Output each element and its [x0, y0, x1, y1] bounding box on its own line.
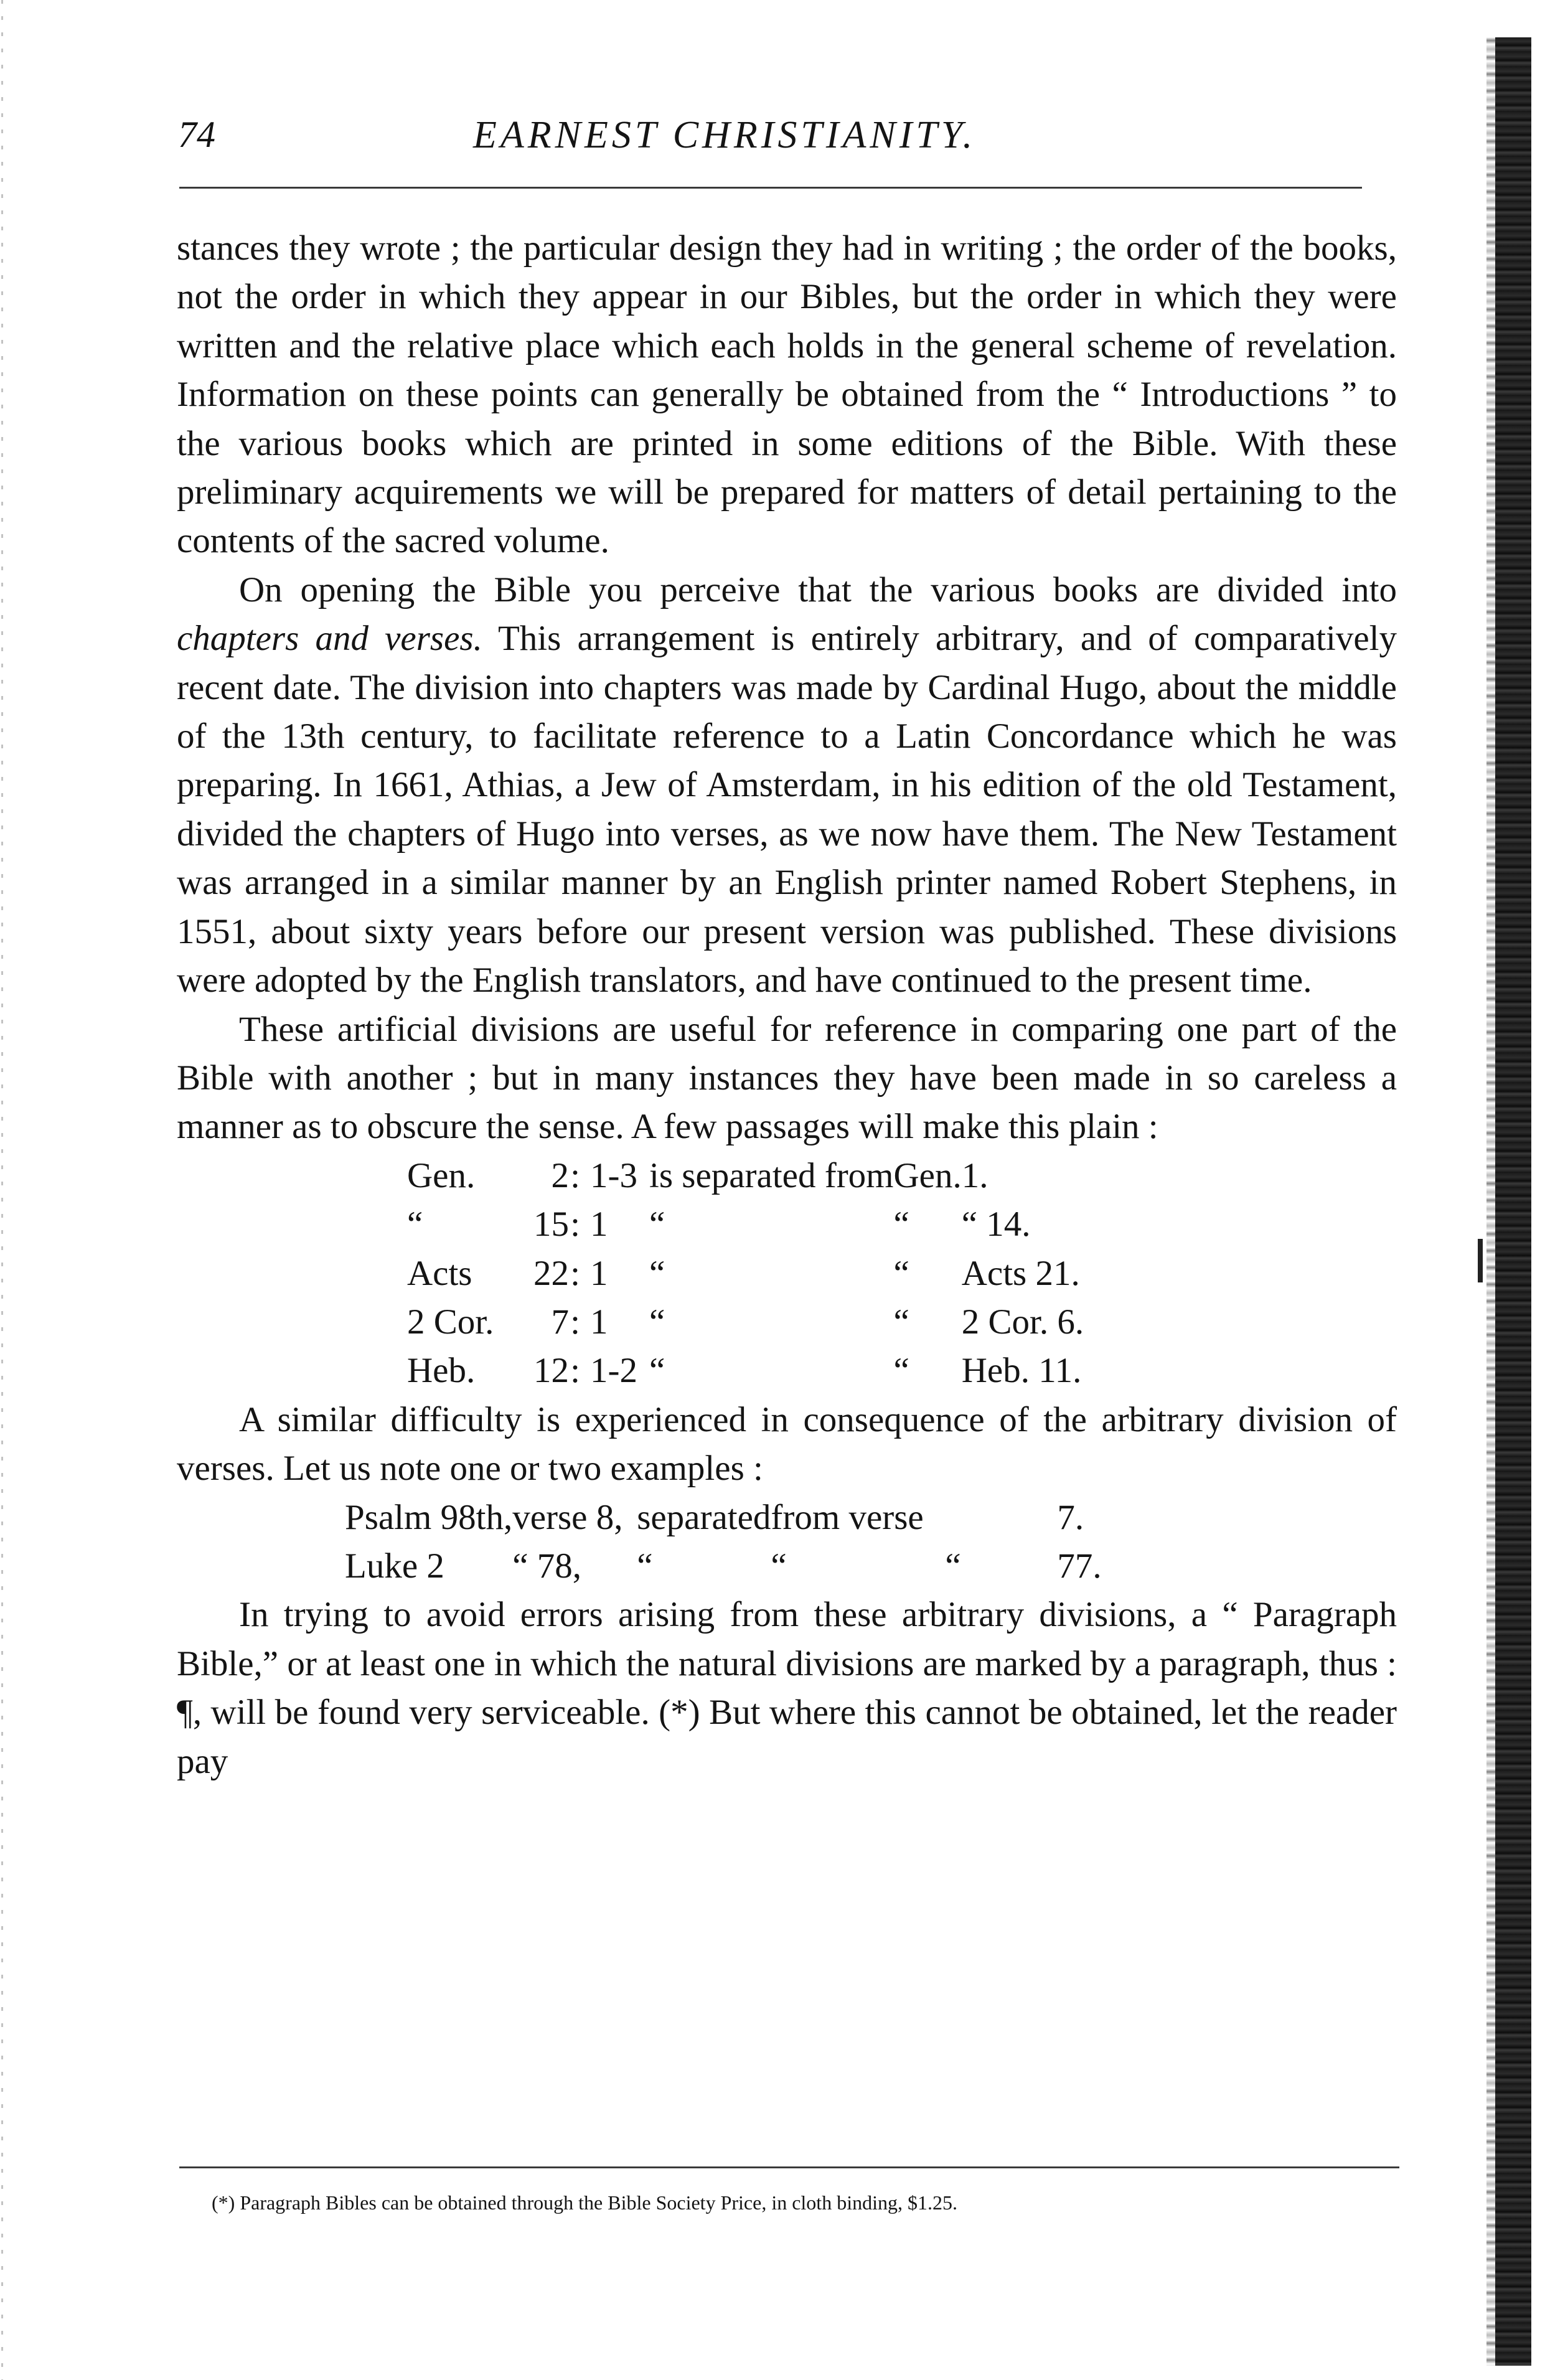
- chapter-example-row-relation: “: [649, 1205, 665, 1244]
- chapter-example-row-chapter: 7: [551, 1302, 569, 1342]
- paragraph-2-end: This arrangement is entirely arbitrary, and of comparatively recent date. The division into chapters was made by Cardinal Hugo, about the middle of the 13th century, to facilitate reference to a Latin Concordance which he was preparing. In 1661, Athias, a Jew of Amsterdam, in his edition of the old Testament, divided the chapters of Hugo into verses, as we now have them. The New Testament was arranged in a similar manner by an English printer named Robert Stephens, in 1551, about sixty years before our present version was published. These divisions were adopted by the English translators, and have continued to the present time.: [177, 619, 1397, 1000]
- chapter-example-row-verses: 1: [590, 1205, 608, 1244]
- chapter-example-row-target-book: “: [893, 1351, 909, 1391]
- chapter-example-row: [407, 1298, 1124, 1347]
- chapter-example-row-target-book: “: [893, 1205, 909, 1244]
- chapter-example-row-colon: :: [570, 1302, 580, 1342]
- chapter-example-row-target-chapter: Acts 21.: [961, 1253, 1080, 1293]
- chapter-example-row-target-chapter: Heb. 11.: [961, 1351, 1082, 1391]
- scan-edge-left: [1, 0, 3, 2380]
- chapter-example-row-colon: :: [570, 1253, 580, 1293]
- chapter-example-row: [407, 1347, 1124, 1395]
- chapter-example-row: [407, 1200, 1124, 1249]
- verse-example-row-relation: “: [637, 1546, 653, 1586]
- paragraph-5: In trying to avoid errors arising from these arbitrary divisions, a “ Paragraph Bible,” or at least one in which the natural divisions are marked by a paragraph, thus : ¶, will be found very serviceable. (*) But where this cannot be obtained, let the reader pay: [177, 1595, 1397, 1781]
- chapter-example-row-relation: is separated from: [649, 1155, 894, 1195]
- verse-example-row-verse-word: verse 8,: [512, 1497, 623, 1537]
- body-text: [177, 224, 1397, 1786]
- running-title: EARNEST CHRISTIANITY.: [473, 114, 977, 156]
- chapter-example-row-target-chapter: 1.: [961, 1155, 989, 1195]
- chapter-example-row-target-chapter: 2 Cor. 6.: [961, 1302, 1084, 1342]
- paragraph-1: stances they wrote ; the particular design they had in writing ; the order of the books, not the order in which they appear in our Bibles, but the order in which they were written and the relative place which each holds in the general scheme of revelation. Information on these points can generally be obtained from the “ Introductions ” to the various books which are printed in some editions of the Bible. With these preliminary acquirements we will be prepared for matters of detail pertaining to the contents of the sacred volume.: [177, 228, 1397, 561]
- chapter-example-row-target-book: Gen.: [893, 1155, 962, 1195]
- verse-example-row-target: 77.: [1057, 1546, 1102, 1586]
- chapter-example-row-relation: “: [649, 1253, 665, 1293]
- paragraph-2-start: On opening the Bible you perceive that the various books are divided into: [239, 570, 1397, 609]
- chapter-example-row-book: “: [407, 1205, 423, 1244]
- verse-example-row-q: [945, 1493, 1057, 1542]
- verse-example-row-from: “: [771, 1546, 787, 1586]
- chapter-example-row-chapter: 12: [533, 1351, 569, 1391]
- chapter-example-row-book: Acts: [407, 1253, 472, 1293]
- chapter-example-row-target-chapter: “ 14.: [961, 1205, 1031, 1244]
- chapter-example-row-target-book: “: [893, 1302, 909, 1342]
- chapter-example-row-chapter: 22: [533, 1253, 569, 1293]
- chapter-example-row-chapter: 2: [551, 1155, 569, 1195]
- paragraph-2: [177, 566, 1397, 1005]
- paragraph-4: A similar difficulty is experienced in consequence of the arbitrary division of verses. Let us note one or two examples :: [177, 1399, 1397, 1489]
- chapter-example-row-colon: :: [570, 1351, 580, 1391]
- chapter-example-row-chapter: 15: [533, 1205, 569, 1244]
- chapter-example-row-verses: 1: [590, 1302, 608, 1342]
- footnote-rule: [179, 2166, 1399, 2168]
- scan-binding-edge: [1495, 37, 1531, 2366]
- chapter-example-row-book: Gen.: [407, 1155, 476, 1195]
- scan-edge-mark: [1478, 1239, 1483, 1282]
- footnote: (*) Paragraph Bibles can be obtained through the Bible Society Price, in cloth binding, $1.25.: [212, 2191, 957, 2214]
- verse-example-row: [345, 1542, 1144, 1591]
- chapter-example-row-colon: :: [570, 1155, 580, 1195]
- paragraph-2-italic: chapters and verses.: [177, 619, 482, 659]
- chapter-example-row-relation: “: [649, 1302, 665, 1342]
- paragraph-3: These artificial divisions are useful for reference in comparing one part of the Bible with another ; but in many instances they have been made in so careless a manner as to obscure the sense. A few passages will make this plain :: [177, 1009, 1397, 1147]
- chapter-example-row-book: Heb.: [407, 1351, 476, 1391]
- chapter-example-row-relation: “: [649, 1351, 665, 1391]
- verse-examples-table: [345, 1493, 1144, 1591]
- verse-example-row-verse-word: “ 78,: [512, 1546, 582, 1586]
- chapter-example-row-verses: 1-2: [590, 1351, 637, 1391]
- chapter-examples-table: [407, 1152, 1124, 1396]
- chapter-example-row-colon: :: [570, 1205, 580, 1244]
- verse-example-row: [345, 1493, 1144, 1542]
- chapter-example-row-verses: 1-3: [590, 1155, 637, 1195]
- header-rule: [179, 187, 1362, 189]
- verse-example-row-from: from verse: [771, 1497, 924, 1537]
- chapter-example-row-target-book: “: [893, 1253, 909, 1293]
- verse-example-row-book: Psalm 98th,: [345, 1497, 513, 1537]
- verse-example-row-target: 7.: [1057, 1497, 1084, 1537]
- verse-example-row-relation: separated: [637, 1497, 771, 1537]
- verse-example-row-q: “: [945, 1546, 961, 1586]
- chapter-example-row: [407, 1152, 1124, 1200]
- page-header: [0, 106, 1432, 174]
- chapter-example-row-book: 2 Cor.: [407, 1302, 494, 1342]
- verse-example-row-book: Luke 2: [345, 1546, 444, 1586]
- chapter-example-row: [407, 1249, 1124, 1298]
- page-number: 74: [178, 114, 215, 155]
- chapter-example-row-verses: 1: [590, 1253, 608, 1293]
